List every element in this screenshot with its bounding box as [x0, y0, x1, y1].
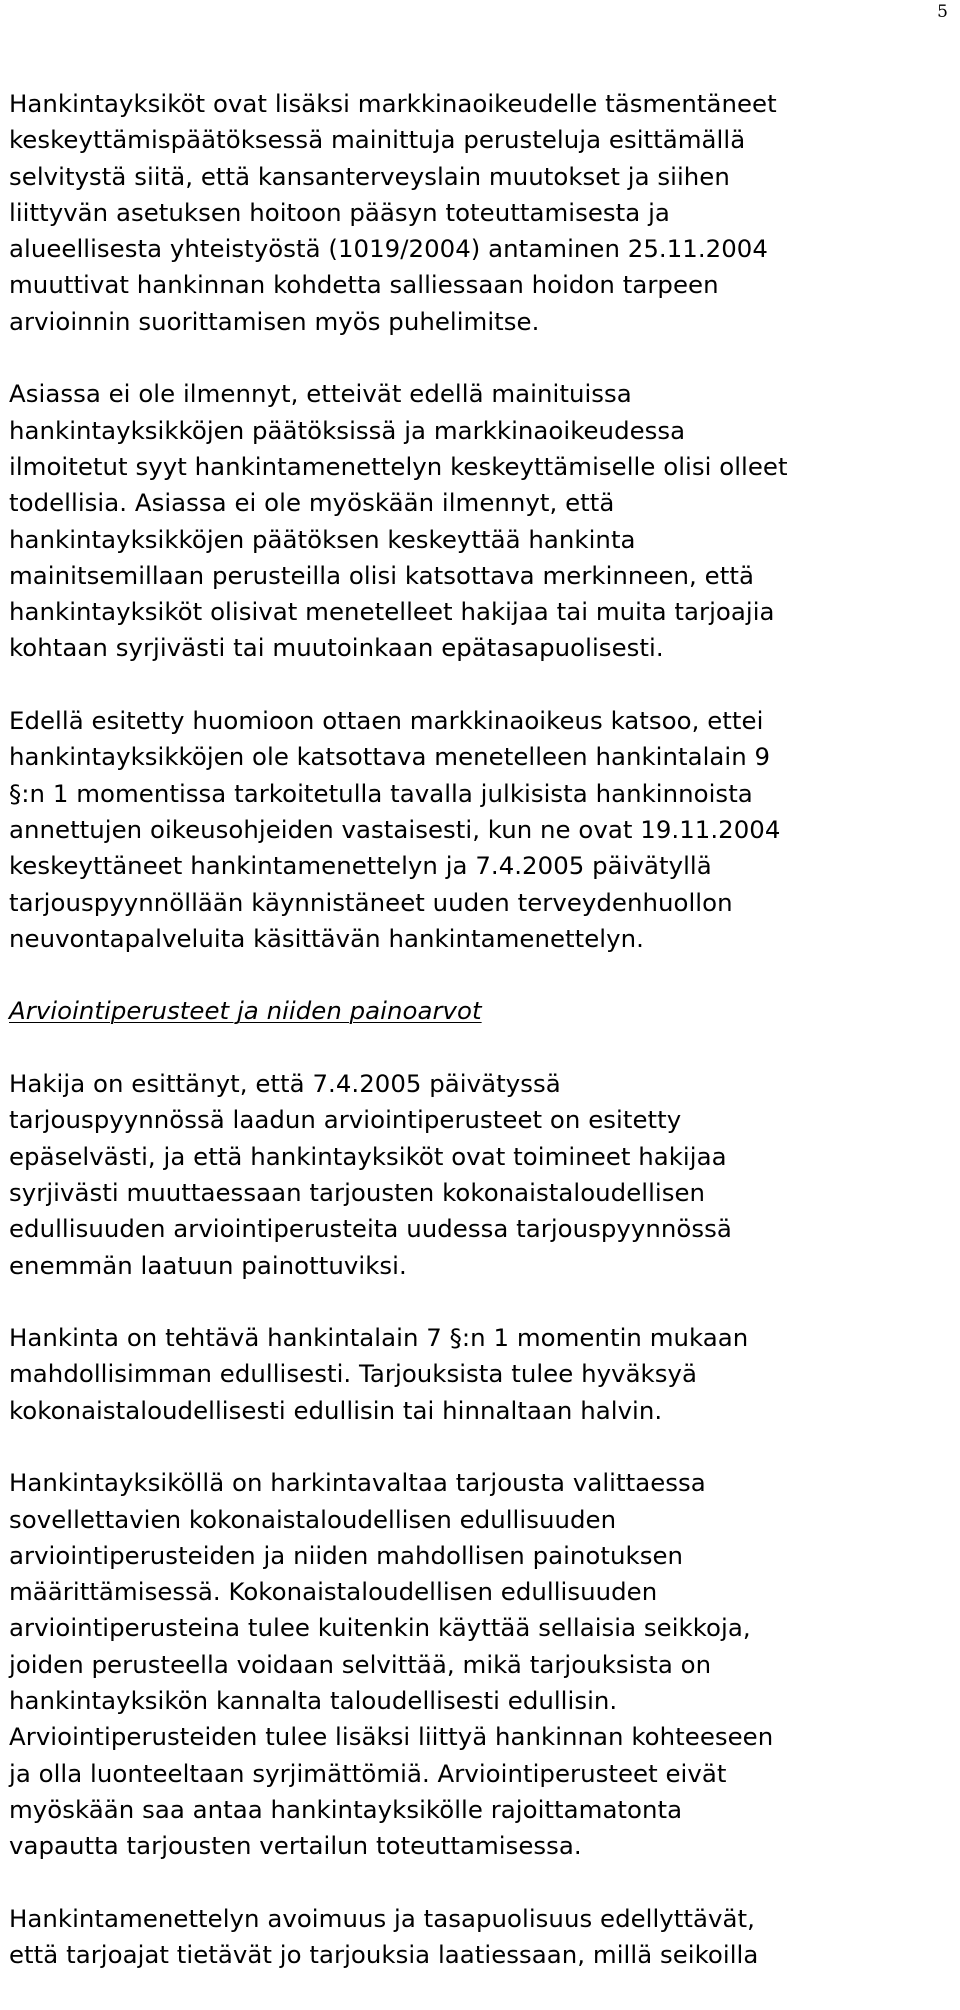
text-line: mainitsemillaan perusteilla olisi katsottava merkinneen, että — [9, 560, 754, 590]
text-line: Hakija on esittänyt, että 7.4.2005 päivätyssä — [9, 1069, 561, 1099]
text-line: Hankintamenettelyn avoimuus ja tasapuolisuus edellyttävät, — [9, 1903, 755, 1933]
text-line: arvioinnin suorittamisen myös puhelimitse. — [9, 306, 540, 336]
text-line: alueellisesta yhteistyöstä (1019/2004) antaminen 25.11.2004 — [9, 234, 768, 264]
text-line: Hankinta on tehtävä hankintalain 7 §:n 1 momentin mukaan — [9, 1323, 749, 1353]
text-line: muuttivat hankinnan kohdetta salliessaan hoidon tarpeen — [9, 270, 719, 300]
text-line: tarjouspyynnöllään käynnistäneet uuden terveydenhuollon — [9, 887, 733, 917]
text-line: kokonaistaloudellisesti edullisin tai hinnaltaan halvin. — [9, 1395, 663, 1425]
text-line: Asiassa ei ole ilmennyt, etteivät edellä mainituissa — [9, 379, 632, 409]
text-line: syrjivästi muuttaessaan tarjousten kokonaistaloudellisen — [9, 1177, 706, 1207]
text-line: annettujen oikeusohjeiden vastaisesti, kun ne ovat 19.11.2004 — [9, 814, 781, 844]
page-number: 5 — [937, 2, 948, 22]
paragraph-1 — [9, 86, 949, 340]
paragraph-5 — [9, 1320, 949, 1429]
paragraph-3 — [9, 703, 949, 957]
text-line: hankintayksiköt olisivat menetelleet hakijaa tai muita tarjoajia — [9, 597, 775, 627]
section-heading: Arviointiperusteet ja niiden painoarvot — [9, 996, 482, 1026]
text-line: arviointiperusteiden ja niiden mahdollisen painotuksen — [9, 1540, 684, 1570]
text-line: epäselvästi, ja että hankintayksiköt ovat toimineet hakijaa — [9, 1141, 727, 1171]
text-line: mahdollisimman edullisesti. Tarjouksista tulee hyväksyä — [9, 1359, 697, 1389]
text-line: arviointiperusteina tulee kuitenkin käyttää sellaisia seikkoja, — [9, 1613, 751, 1643]
text-line: keskeyttäneet hankintamenettelyn ja 7.4.2005 päivätyllä — [9, 851, 712, 881]
text-line: myöskään saa antaa hankintayksikölle rajoittamatonta — [9, 1794, 683, 1824]
text-line: ilmoitetut syyt hankintamenettelyn keskeyttämiselle olisi olleet — [9, 451, 788, 481]
paragraph-2 — [9, 376, 949, 666]
text-line: ja olla luonteeltaan syrjimättömiä. Arviointiperusteet eivät — [9, 1758, 727, 1788]
text-line: Arviointiperusteiden tulee lisäksi liittyä hankinnan kohteeseen — [9, 1722, 774, 1752]
text-line: tarjouspyynnössä laadun arviointiperusteet on esitetty — [9, 1105, 682, 1135]
text-line: Hankintayksiköt ovat lisäksi markkinaoikeudelle täsmentäneet — [9, 89, 777, 118]
text-line: hankintayksikköjen päätöksen keskeyttää hankinta — [9, 524, 636, 554]
text-line: Edellä esitetty huomioon ottaen markkinaoikeus katsoo, ettei — [9, 706, 764, 736]
text-line: keskeyttämispäätöksessä mainittuja perusteluja esittämällä — [9, 125, 746, 155]
text-line: edullisuuden arviointiperusteita uudessa tarjouspyynnössä — [9, 1214, 732, 1244]
text-line: enemmän laatuun painottuviksi. — [9, 1250, 407, 1280]
text-line: todellisia. Asiassa ei ole myöskään ilmennyt, että — [9, 488, 615, 518]
text-line: joiden perusteella voidaan selvittää, mikä tarjouksista on — [9, 1649, 712, 1679]
text-line: hankintayksikköjen ole katsottava menetelleen hankintalain 9 — [9, 742, 771, 772]
text-line: määrittämisessä. Kokonaistaloudellisen edullisuuden — [9, 1577, 658, 1607]
text-line: neuvontapalveluita käsittävän hankintamenettelyn. — [9, 923, 644, 953]
text-line: Hankintayksiköllä on harkintavaltaa tarjousta valittaessa — [9, 1468, 706, 1498]
paragraph-4 — [9, 1066, 949, 1284]
text-line: kohtaan syrjivästi tai muutoinkaan epätasapuolisesti. — [9, 633, 664, 663]
paragraph-7 — [9, 1901, 949, 1974]
text-line: selvitystä siitä, että kansanterveyslain muutokset ja siihen — [9, 161, 730, 191]
text-line: että tarjoajat tietävät jo tarjouksia laatiessaan, millä seikoilla — [9, 1940, 759, 1970]
text-line: hankintayksikön kannalta taloudellisesti edullisin. — [9, 1686, 618, 1716]
text-line: vapautta tarjousten vertailun toteuttamisessa. — [9, 1831, 582, 1861]
document-body — [9, 86, 949, 2010]
text-line: §:n 1 momentissa tarkoitetulla tavalla julkisista hankinnoista — [9, 778, 753, 808]
text-line: hankintayksikköjen päätöksissä ja markkinaoikeudessa — [9, 415, 686, 445]
paragraph-6 — [9, 1465, 949, 1864]
text-line: sovellettavien kokonaistaloudellisen edullisuuden — [9, 1504, 617, 1534]
text-line: liittyvän asetuksen hoitoon pääsyn toteuttamisesta ja — [9, 197, 670, 227]
